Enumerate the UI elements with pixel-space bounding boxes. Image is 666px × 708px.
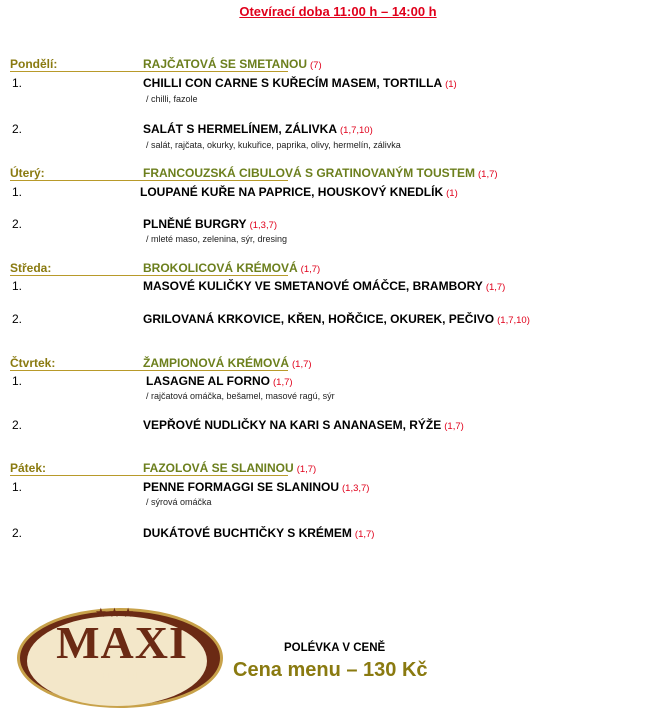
day-divider [10, 180, 288, 181]
day-divider [10, 370, 288, 371]
dish-name: GRILOVANÁ KRKOVICE, KŘEN, HOŘČICE, OKUREK, PEČIVO (1,7,10) [143, 312, 530, 326]
item-number: 1. [12, 76, 23, 90]
item-number: 1. [12, 185, 23, 199]
dish-allergens: (1,3,7) [342, 483, 370, 494]
soup-allergens: (1,7) [478, 169, 498, 180]
dish-allergens: (1,3,7) [249, 220, 278, 231]
soup-thursday: ŽAMPIONOVÁ KRÉMOVÁ (1,7) [143, 356, 312, 370]
item-number: 1. [12, 279, 23, 293]
dish-allergens: (1,7) [444, 421, 464, 432]
soup-allergens: (1,7) [292, 359, 312, 370]
dish-allergens: (1,7) [485, 282, 506, 293]
item-number: 2. [12, 312, 23, 326]
item-number: 1. [12, 480, 23, 494]
dish-allergens: (1,7) [354, 529, 375, 540]
day-label-friday: Pátek: [10, 461, 47, 475]
soup-allergens: (1,7) [296, 464, 317, 475]
soup-friday: FAZOLOVÁ SE SLANINOU (1,7) [143, 461, 317, 475]
item-number: 1. [12, 374, 23, 388]
soup-included-label: POLÉVKA V CENĚ [284, 642, 386, 654]
soup-monday: RAJČATOVÁ SE SMETANOU (7) [143, 57, 322, 71]
dish-name: MASOVÉ KULIČKY VE SMETANOVÉ OMÁČCE, BRAMBORY (1,7) [143, 279, 506, 293]
item-number: 2. [12, 217, 23, 231]
day-divider [10, 71, 288, 72]
dish-name: PLNĚNÉ BURGRY (1,3,7) [143, 217, 278, 231]
day-label-wednesday: Středa: [10, 261, 52, 275]
day-label-thursday: Čtvrtek: [10, 356, 56, 370]
dish-description: / sýrová omáčka [146, 497, 212, 507]
dish-allergens: (1,7,10) [497, 315, 530, 326]
day-label-monday: Pondělí: [10, 57, 58, 71]
dish-name: SALÁT S HERMELÍNEM, ZÁLIVKA (1,7,10) [143, 122, 373, 136]
soup-allergens: (1,7) [300, 264, 321, 275]
item-number: 2. [12, 122, 23, 136]
hotel-logo [17, 598, 225, 698]
dish-allergens: (1) [445, 79, 457, 90]
dish-name: CHILLI CON CARNE S KUŘECÍM MASEM, TORTILLA (1) [143, 76, 457, 90]
logo-brand: MAXI [56, 617, 188, 668]
dish-name: LASAGNE AL FORNO (1,7) [146, 374, 293, 388]
dish-name: DUKÁTOVÉ BUCHTIČKY S KRÉMEM (1,7) [143, 526, 375, 540]
logo-sub: HOTEL [100, 668, 144, 682]
soup-tuesday: FRANCOUZSKÁ CIBULOVÁ S GRATINOVANÝM TOUSTEM (1,7) [143, 166, 498, 180]
dish-description: / mleté maso, zelenina, sýr, dresing [146, 234, 288, 244]
dish-description: / rajčatová omáčka, bešamel, masové ragú, sýr [146, 391, 335, 401]
menu-price: Cena menu – 130 Kč [233, 659, 428, 681]
day-divider [10, 275, 288, 276]
dish-description: / salát, rajčata, okurky, kukuřice, paprika, olivy, hermelín, zálivka [146, 140, 401, 150]
dish-allergens: (1,7,10) [340, 125, 373, 136]
dish-name: PENNE FORMAGGI SE SLANINOU (1,3,7) [143, 480, 370, 494]
logo-stars: ★★★ [95, 605, 136, 620]
soup-allergens: (7) [310, 60, 322, 71]
day-label-tuesday: Úterý: [10, 166, 45, 180]
opening-hours-title: Otevírací doba 11:00 h – 14:00 h [239, 4, 437, 19]
dish-allergens: (1,7) [273, 377, 293, 388]
dish-name: LOUPANÉ KUŘE NA PAPRICE, HOUSKOVÝ KNEDLÍK (1) [140, 185, 458, 199]
item-number: 2. [12, 526, 23, 540]
day-divider [10, 475, 288, 476]
dish-description: / chilli, fazole [146, 94, 198, 104]
dish-name: VEPŘOVÉ NUDLIČKY NA KARI S ANANASEM, RÝŽE (1,7) [143, 418, 464, 432]
dish-allergens: (1) [446, 188, 458, 199]
soup-wednesday: BROKOLICOVÁ KRÉMOVÁ (1,7) [143, 261, 321, 275]
item-number: 2. [12, 418, 23, 432]
